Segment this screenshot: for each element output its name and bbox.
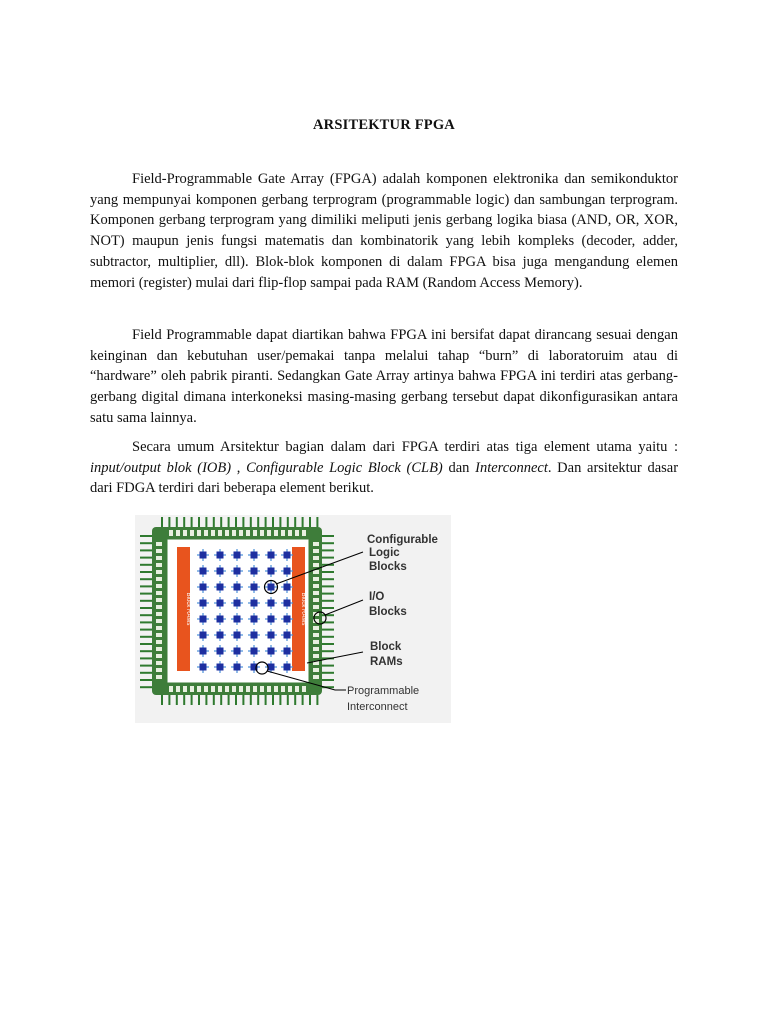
- io-cell: [281, 530, 285, 536]
- io-pin: [140, 679, 152, 681]
- clb-block: [268, 648, 275, 655]
- clb-block: [284, 648, 291, 655]
- io-cell: [156, 654, 162, 658]
- io-cell: [313, 675, 319, 679]
- clb-block: [217, 648, 224, 655]
- io-pin: [198, 517, 200, 527]
- io-pin: [257, 695, 259, 705]
- io-cell: [313, 570, 319, 574]
- io-cell: [232, 530, 236, 536]
- io-cell: [260, 686, 264, 692]
- paragraph-2: Field Programmable dapat diartikan bahwa FPGA ini bersifat dapat dirancang sesuai dengan keinginan dan kebutuhan user/pemakai tanpa melalui tahap “burn” di laboratoruim atau di “hardware” oleh pabrik piranti. Sedangkan Gate Array artinya bahwa FPGA ini terdiri atas gerbang-gerbang digital dimana interkoneksi masing-masing gerbang tersebut dapat dikonfigurasikan antara satu sama lainnya.: [90, 327, 678, 426]
- fpga-architecture-figure: [135, 515, 451, 723]
- io-pin: [140, 535, 152, 537]
- clb-block: [217, 552, 224, 559]
- io-pin: [161, 695, 163, 705]
- io-pin: [322, 600, 334, 602]
- io-cell: [313, 577, 319, 581]
- io-cell: [295, 686, 299, 692]
- io-pin: [140, 585, 152, 587]
- clb-block: [200, 664, 207, 671]
- io-cell: [156, 619, 162, 623]
- io-cell: [156, 647, 162, 651]
- io-pin: [309, 695, 311, 705]
- io-cell: [313, 626, 319, 630]
- io-pin: [140, 564, 152, 566]
- io-cell: [225, 686, 229, 692]
- io-cell: [313, 563, 319, 567]
- clb-block: [284, 616, 291, 623]
- term-interconnect: Interconnect: [475, 459, 548, 476]
- io-pin: [140, 672, 152, 674]
- clb-block: [200, 584, 207, 591]
- io-pin: [140, 571, 152, 573]
- io-pin: [198, 695, 200, 705]
- label-blocks-io: Blocks: [369, 606, 407, 618]
- io-pin: [322, 614, 334, 616]
- label-programmable: Programmable: [347, 685, 420, 697]
- io-cell: [313, 591, 319, 595]
- io-pin: [316, 517, 318, 527]
- io-cell: [156, 640, 162, 644]
- clb-block: [251, 648, 258, 655]
- io-pin: [322, 557, 334, 559]
- io-pin: [213, 695, 215, 705]
- io-pin: [235, 517, 237, 527]
- clb-block: [234, 600, 241, 607]
- io-cell: [313, 605, 319, 609]
- clb-block: [217, 664, 224, 671]
- io-cell: [156, 612, 162, 616]
- clb-block: [251, 552, 258, 559]
- io-pin: [140, 614, 152, 616]
- io-cell: [204, 530, 208, 536]
- io-cell: [295, 530, 299, 536]
- io-pin: [140, 643, 152, 645]
- label-configurable: Configurable: [367, 534, 438, 546]
- term-iob: input/output blok (IOB): [90, 459, 232, 476]
- io-pin: [322, 585, 334, 587]
- io-pin: [294, 517, 296, 527]
- io-cell: [246, 530, 250, 536]
- io-pin: [309, 517, 311, 527]
- io-pin: [257, 517, 259, 527]
- io-cell: [211, 686, 215, 692]
- paragraph-1: Field-Programmable Gate Array (FPGA) adalah komponen elektronika dan semikonduktor yang mempunyai komponen gerbang terprogram (programmable logic) dan sambungan terprogram. Komponen gerbang terprogram yang dimiliki meliputi jenis gerbang logika biasa (AND, OR, XOR, NOT) maupun jenis fungsi matematis dan kombinatorik yang lebih kompleks (decoder, adder, subtractor, multiplier, dll). Blok-blok komponen di dalam FPGA bisa juga mengandung elemen memori (register) mulai dari flip-flop sampai pada RAM (Random Access Memory).: [90, 171, 678, 291]
- clb-block: [251, 568, 258, 575]
- io-cell: [313, 654, 319, 658]
- io-cell: [253, 686, 257, 692]
- label-block: Block: [370, 641, 402, 653]
- io-pin: [322, 593, 334, 595]
- io-pin: [294, 695, 296, 705]
- io-pin: [287, 695, 289, 705]
- io-cell: [267, 530, 271, 536]
- clb-block: [268, 616, 275, 623]
- io-cell: [232, 686, 236, 692]
- io-pin: [140, 650, 152, 652]
- io-cell: [156, 591, 162, 595]
- clb-block: [217, 600, 224, 607]
- io-pin: [140, 600, 152, 602]
- io-pin: [140, 549, 152, 551]
- paragraph-3-tail: . Dan arsitektur dasar dari FDGA terdiri dari beberapa element berikut.: [90, 459, 679, 497]
- io-pin: [228, 695, 230, 705]
- io-pin: [322, 578, 334, 580]
- io-cell: [204, 686, 208, 692]
- io-pin: [205, 695, 207, 705]
- io-cell: [313, 647, 319, 651]
- paragraph-3-sep2: dan: [442, 459, 476, 476]
- clb-block: [268, 584, 275, 591]
- io-cell: [313, 549, 319, 553]
- clb-block: [284, 584, 291, 591]
- io-cell: [156, 584, 162, 588]
- io-cell: [183, 530, 187, 536]
- clb-block: [268, 568, 275, 575]
- clb-block: [251, 632, 258, 639]
- clb-block: [200, 552, 207, 559]
- io-pin: [302, 695, 304, 705]
- io-pin: [213, 517, 215, 527]
- clb-block: [234, 616, 241, 623]
- io-pin: [242, 517, 244, 527]
- io-cell: [313, 633, 319, 637]
- clb-block: [217, 568, 224, 575]
- io-pin: [176, 695, 178, 705]
- paragraph-3-lead: Secara umum Arsitektur bagian dalam dari FPGA terdiri atas tiga element utama yaitu :: [132, 439, 678, 455]
- io-cell: [313, 556, 319, 560]
- io-cell: [197, 686, 201, 692]
- io-cell: [313, 584, 319, 588]
- io-pin: [242, 695, 244, 705]
- io-pin: [272, 517, 274, 527]
- io-pin: [235, 695, 237, 705]
- io-cell: [156, 675, 162, 679]
- block-ram-left-label: Block RAMs: [185, 592, 191, 626]
- io-cell: [313, 598, 319, 602]
- clb-block: [200, 600, 207, 607]
- clb-block: [217, 616, 224, 623]
- io-pin: [272, 695, 274, 705]
- io-cell: [274, 530, 278, 536]
- io-pin: [140, 636, 152, 638]
- clb-block: [284, 632, 291, 639]
- io-cell: [156, 605, 162, 609]
- io-cell: [313, 542, 319, 546]
- io-pin: [322, 665, 334, 667]
- clb-block: [234, 584, 241, 591]
- io-pin: [316, 695, 318, 705]
- io-cell: [183, 686, 187, 692]
- clb-block: [217, 584, 224, 591]
- io-cell: [156, 563, 162, 567]
- io-pin: [140, 657, 152, 659]
- io-pin: [279, 695, 281, 705]
- io-cell: [288, 686, 292, 692]
- io-cell: [281, 686, 285, 692]
- io-pin: [322, 549, 334, 551]
- io-cell: [313, 640, 319, 644]
- io-cell: [190, 686, 194, 692]
- io-cell: [176, 686, 180, 692]
- label-rams: RAMs: [370, 656, 403, 668]
- io-pin: [168, 695, 170, 705]
- clb-block: [200, 616, 207, 623]
- clb-block: [234, 648, 241, 655]
- io-cell: [156, 598, 162, 602]
- io-pin: [140, 578, 152, 580]
- io-cell: [156, 626, 162, 630]
- io-pin: [287, 517, 289, 527]
- label-io: I/O: [369, 591, 385, 603]
- io-pin: [322, 672, 334, 674]
- io-pin: [140, 593, 152, 595]
- clb-block: [251, 584, 258, 591]
- io-pin: [140, 686, 152, 688]
- io-cell: [260, 530, 264, 536]
- io-pin: [191, 517, 193, 527]
- io-cell: [169, 686, 173, 692]
- block-ram-right-label: Block RAMs: [300, 592, 306, 626]
- io-cell: [246, 686, 250, 692]
- fpga-diagram: [135, 515, 451, 723]
- paragraph-3: [90, 437, 678, 499]
- io-cell: [156, 668, 162, 672]
- io-cell: [218, 530, 222, 536]
- io-cell: [156, 570, 162, 574]
- io-pin: [322, 629, 334, 631]
- term-clb: Configurable Logic Block (CLB): [246, 459, 443, 476]
- clb-block: [284, 600, 291, 607]
- io-pin: [250, 517, 252, 527]
- io-cell: [225, 530, 229, 536]
- io-cell: [197, 530, 201, 536]
- io-pin: [168, 517, 170, 527]
- io-pin: [265, 517, 267, 527]
- paragraph-3-sep1: ,: [231, 459, 247, 476]
- io-pin: [140, 621, 152, 623]
- clb-block: [200, 648, 207, 655]
- io-pin: [322, 650, 334, 652]
- io-cell: [218, 686, 222, 692]
- label-logic: Logic: [369, 547, 400, 559]
- clb-block: [234, 632, 241, 639]
- io-pin: [161, 517, 163, 527]
- io-cell: [239, 686, 243, 692]
- io-cell: [190, 530, 194, 536]
- io-pin: [250, 695, 252, 705]
- io-cell: [169, 530, 173, 536]
- clb-block: [284, 664, 291, 671]
- io-cell: [156, 549, 162, 553]
- io-cell: [211, 530, 215, 536]
- io-cell: [156, 542, 162, 546]
- clb-block: [200, 568, 207, 575]
- io-pin: [322, 542, 334, 544]
- io-pin: [228, 517, 230, 527]
- io-pin: [220, 517, 222, 527]
- io-pin: [183, 695, 185, 705]
- io-pin: [140, 542, 152, 544]
- io-pin: [176, 517, 178, 527]
- io-cell: [302, 686, 306, 692]
- io-pin: [140, 629, 152, 631]
- io-cell: [274, 686, 278, 692]
- io-pin: [322, 679, 334, 681]
- clb-block: [234, 552, 241, 559]
- io-cell: [156, 556, 162, 560]
- io-pin: [322, 636, 334, 638]
- io-cell: [313, 668, 319, 672]
- io-cell: [288, 530, 292, 536]
- io-cell: [267, 686, 271, 692]
- label-interconnect: Interconnect: [347, 701, 408, 713]
- io-pin: [279, 517, 281, 527]
- label-blocks-clb: Blocks: [369, 561, 407, 573]
- io-pin: [140, 665, 152, 667]
- io-pin: [140, 607, 152, 609]
- io-cell: [156, 633, 162, 637]
- clb-block: [200, 632, 207, 639]
- io-pin: [191, 695, 193, 705]
- io-pin: [220, 695, 222, 705]
- io-cell: [176, 530, 180, 536]
- io-pin: [322, 643, 334, 645]
- clb-block: [217, 632, 224, 639]
- clb-block: [268, 600, 275, 607]
- clb-block: [268, 552, 275, 559]
- clb-block: [234, 664, 241, 671]
- io-pin: [183, 517, 185, 527]
- io-cell: [156, 577, 162, 581]
- io-pin: [322, 607, 334, 609]
- io-pin: [265, 695, 267, 705]
- clb-block: [234, 568, 241, 575]
- io-pin: [140, 557, 152, 559]
- clb-block: [268, 664, 275, 671]
- clb-block: [284, 552, 291, 559]
- io-cell: [239, 530, 243, 536]
- io-pin: [322, 535, 334, 537]
- io-cell: [156, 661, 162, 665]
- clb-block: [284, 568, 291, 575]
- clb-block: [251, 600, 258, 607]
- io-cell: [302, 530, 306, 536]
- io-pin: [322, 571, 334, 573]
- page-title: ARSITEKTUR FPGA: [313, 117, 455, 133]
- io-pin: [302, 517, 304, 527]
- io-pin: [205, 517, 207, 527]
- io-cell: [253, 530, 257, 536]
- clb-block: [251, 616, 258, 623]
- clb-block: [268, 632, 275, 639]
